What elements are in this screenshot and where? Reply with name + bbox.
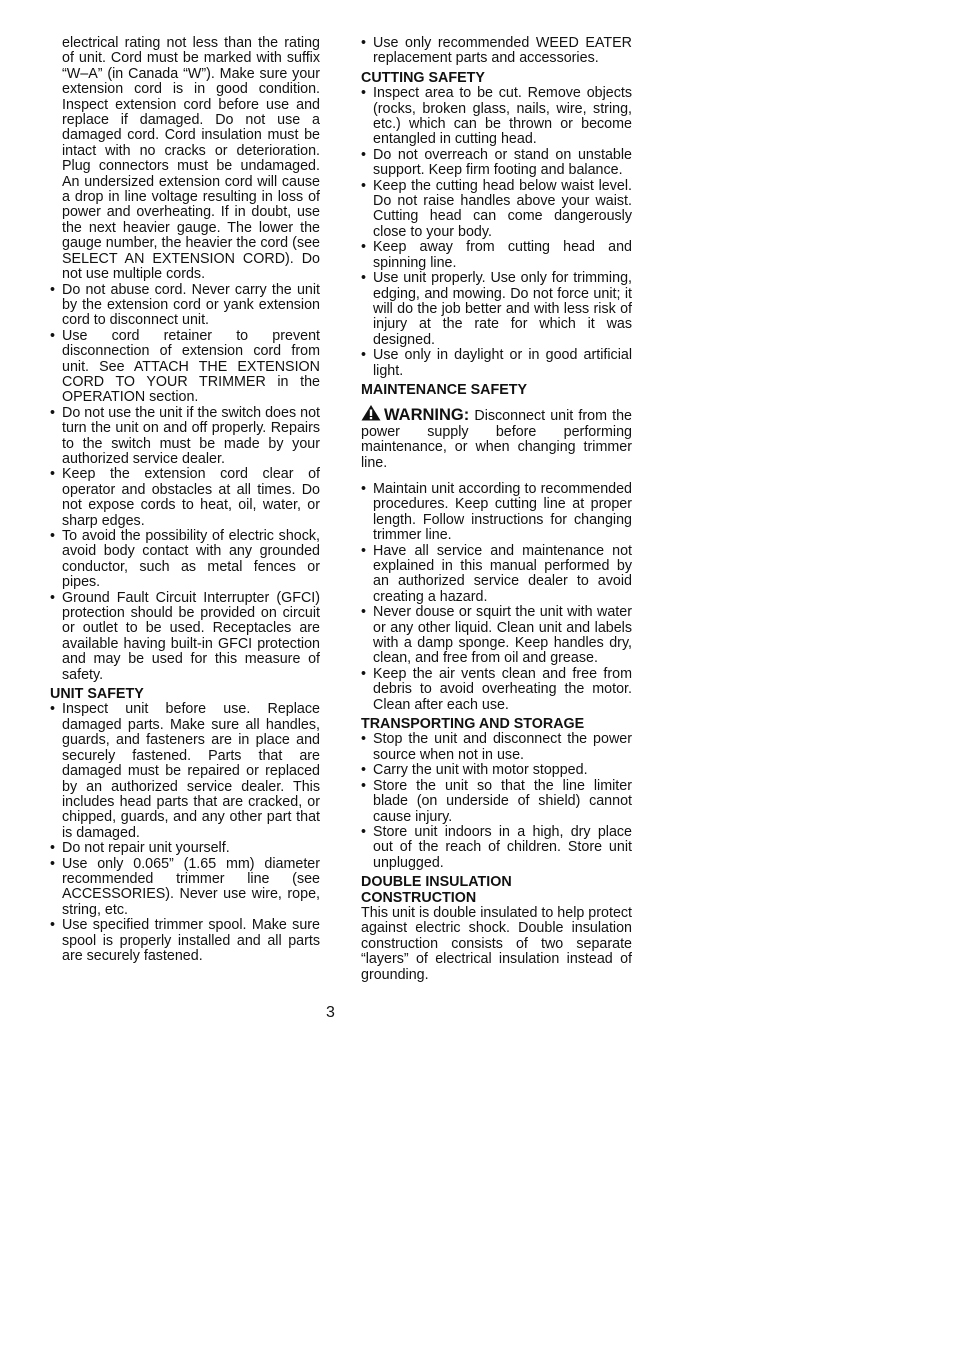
list-item: • Keep the extension cord clear of operator and obstacles at all times. Do not expose cords to heat, oil, water, or sharp edges. bbox=[50, 467, 320, 529]
list-item: • Have all service and maintenance not explained in this manual performed by an authorized service dealer to avoid creating a hazard. bbox=[361, 544, 632, 606]
maintenance-list bbox=[361, 482, 632, 713]
list-item: • Use only recommended WEED EATER replacement parts and accessories. bbox=[361, 36, 632, 67]
page-number: 3 bbox=[326, 1004, 335, 1021]
maintenance-safety-heading: MAINTENANCE SAFETY bbox=[361, 381, 528, 398]
parts-list bbox=[361, 36, 632, 67]
list-item: • To avoid the possibility of electric shock, avoid body contact with any grounded conductor, such as metal fences or pipes. bbox=[50, 529, 320, 591]
warning-text: Disconnect unit from the power supply before performing maintenance, or when changing trimmer line. bbox=[361, 408, 632, 471]
list-item: • Do not repair unit yourself. bbox=[50, 841, 320, 856]
cutting-safety-heading: CUTTING SAFETY bbox=[361, 69, 485, 86]
warning-triangle-icon bbox=[361, 404, 381, 421]
list-item: • Ground Fault Circuit Interrupter (GFCI) protection should be provided on circuit or outlet to be used. Receptacles are available having built-in GFCI protection and may be used for this measure of safety. bbox=[50, 591, 320, 683]
warning-label: WARNING: bbox=[384, 406, 470, 425]
list-item: • Keep the cutting head below waist level. Do not raise handles above your waist. Cutting head can come dangerously close to your body. bbox=[361, 179, 632, 241]
list-item: • Use only 0.065” (1.65 mm) diameter recommended trimmer line (see ACCESSORIES). Never use wire, rope, string, etc. bbox=[50, 857, 320, 919]
list-item: • Use unit properly. Use only for trimming, edging, and mowing. Do not force unit; it will do the job better and with less risk of injury at the rate for which it was designed. bbox=[361, 271, 632, 348]
unit-safety-list bbox=[50, 702, 320, 964]
transporting-storage-heading: TRANSPORTING AND STORAGE bbox=[361, 716, 585, 733]
list-item: • Store unit indoors in a high, dry place out of the reach of children. Store unit unplugged. bbox=[361, 825, 632, 871]
extension-cord-intro: electrical rating not less than the rating of unit. Cord must be marked with suffix “W–A” (in Canada “W”). Make sure your extension cord is in good condition. Inspect extension cord before use and replace if damaged. Do not use a damaged cord. Cord insulation must be intact with no cracks or deterioration. Plug connectors must be undamaged. An undersized extension cord will cause a drop in line voltage resulting in loss of power and overheating. If in doubt, use the next heavier gauge. The lower the gauge number, the heavier the cord (see SELECT AN EXTENSION CORD). Do not use multiple cords. bbox=[62, 35, 320, 283]
list-item: • Maintain unit according to recommended procedures. Keep cutting line at proper length. Follow instructions for changing trimmer line. bbox=[361, 482, 632, 544]
list-item: • Store the unit so that the line limiter blade (on underside of shield) cannot cause injury. bbox=[361, 779, 632, 825]
list-item: • Inspect unit before use. Replace damaged parts. Make sure all handles, guards, and fasteners are in place and securely fastened. Parts that are damaged must be repaired or replaced by an authorized service dealer. This includes head parts that are cracked, or chipped, guards, and any other part that is damaged. bbox=[50, 702, 320, 841]
cutting-safety-list bbox=[361, 86, 632, 379]
list-item: • Use only in daylight or in good artificial light. bbox=[361, 348, 632, 379]
transporting-storage-list bbox=[361, 732, 632, 871]
list-item: • Keep away from cutting head and spinning line. bbox=[361, 240, 632, 271]
warning-notice bbox=[361, 404, 632, 471]
right-column bbox=[361, 36, 632, 983]
list-item: • Do not overreach or stand on unstable support. Keep firm footing and balance. bbox=[361, 148, 632, 179]
left-column bbox=[50, 36, 320, 964]
double-insulation-heading-line2: CONSTRUCTION bbox=[361, 889, 477, 906]
list-item: • Inspect area to be cut. Remove objects (rocks, broken glass, nails, wire, string, etc.) which can be thrown or become entangled in cutting head. bbox=[361, 86, 632, 148]
double-insulation-heading bbox=[361, 875, 632, 906]
cord-safety-list bbox=[50, 283, 320, 684]
unit-safety-heading: UNIT SAFETY bbox=[50, 686, 144, 703]
list-item: • Use cord retainer to prevent disconnection of extension cord from unit. See ATTACH THE EXTENSION CORD TO YOUR TRIMMER in the OPERATION section. bbox=[50, 329, 320, 406]
list-item: • Use specified trimmer spool. Make sure spool is properly installed and all parts are securely fastened. bbox=[50, 918, 320, 964]
double-insulation-heading-line1: DOUBLE INSULATION bbox=[361, 874, 512, 891]
list-item: • Stop the unit and disconnect the power source when not in use. bbox=[361, 732, 632, 763]
list-item: • Keep the air vents clean and free from debris to avoid overheating the motor. Clean after each use. bbox=[361, 667, 632, 713]
list-item: • Never douse or squirt the unit with water or any other liquid. Clean unit and labels with a damp sponge. Keep handles dry, clean, and free from oil and grease. bbox=[361, 605, 632, 667]
list-item: • Carry the unit with motor stopped. bbox=[361, 763, 632, 778]
double-insulation-text: This unit is double insulated to help protect against electric shock. Double insulation construction consists of two separate “layers” of electrical insulation instead of grounding. bbox=[361, 904, 633, 983]
list-item: • Do not abuse cord. Never carry the unit by the extension cord or yank extension cord to disconnect unit. bbox=[50, 283, 320, 329]
list-item: • Do not use the unit if the switch does not turn the unit on and off properly. Repairs to the switch must be made by your authorized service dealer. bbox=[50, 406, 320, 468]
